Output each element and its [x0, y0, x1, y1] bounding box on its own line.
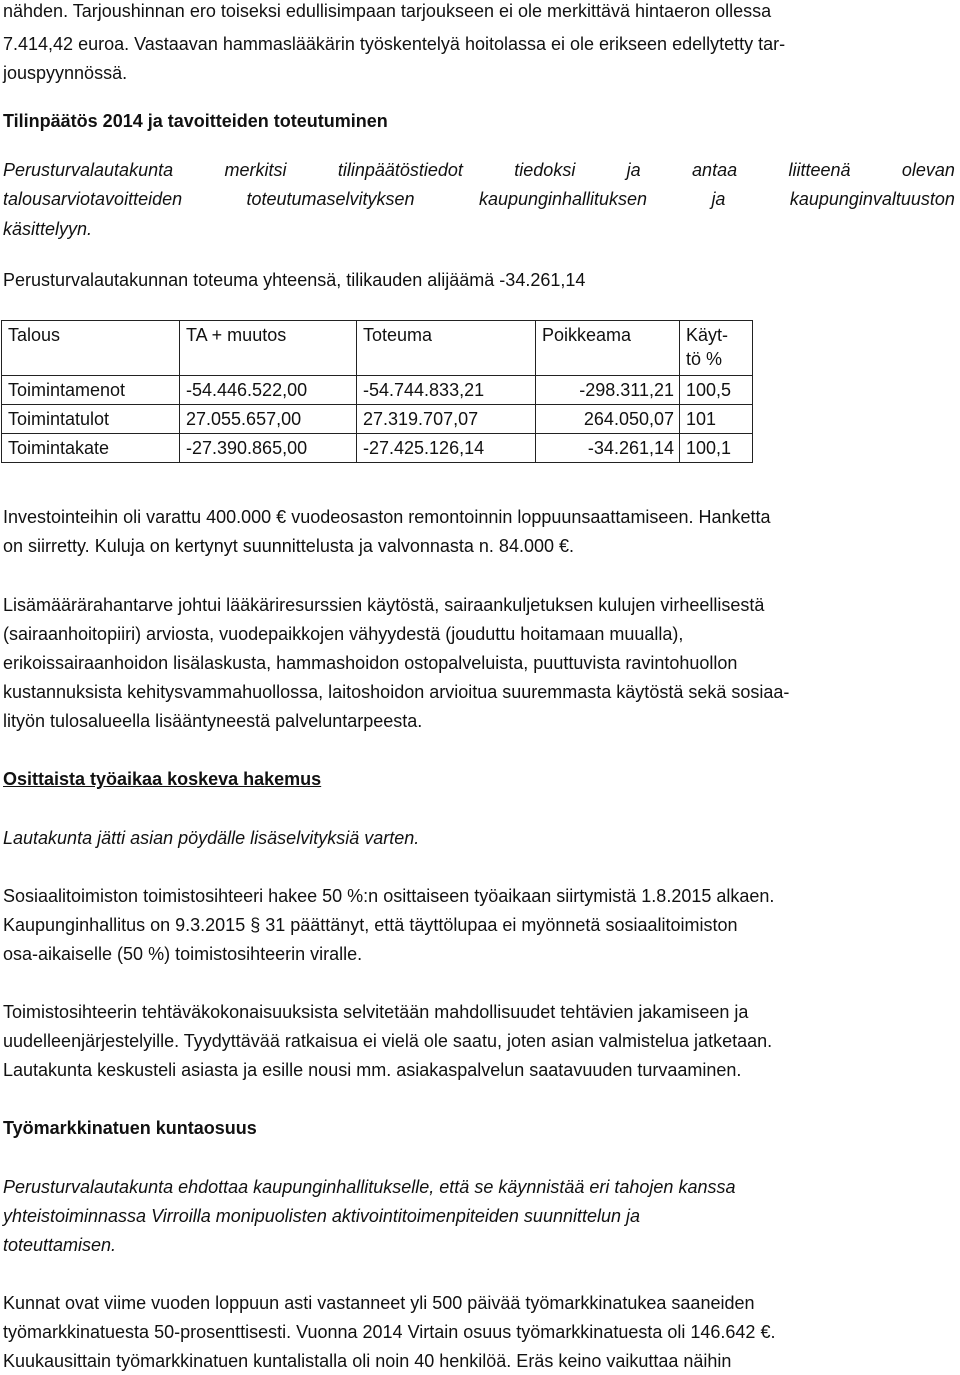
table-row [2, 434, 753, 463]
table-cell: -34.261,14 [536, 434, 680, 463]
table-cell: 264.050,07 [536, 405, 680, 434]
word: Perusturvalautakunta [3, 160, 174, 180]
extra-line: lityön tulosalueella lisääntyneestä palveluntarpeesta. [3, 711, 423, 731]
header-cell: Toteuma [357, 321, 536, 376]
paragraph-line: osa-aikaiselle (50 %) toimistosihteerin viralle. [3, 944, 363, 964]
word: ja [626, 160, 641, 180]
proposal-line: yhteistoiminnassa Virroilla monipuolisten aktivointitoimenpiteiden suunnittelun ja [3, 1206, 641, 1226]
word: talousarviotavoitteiden [3, 189, 183, 209]
word: liitteenä [788, 160, 851, 180]
paragraph-line: Toimistosihteerin tehtäväkokonaisuuksista selvitetään mahdollisuudet tehtävien jakamiseen ja [3, 1002, 749, 1022]
word: olevan [901, 160, 955, 180]
table-cell: -27.425.126,14 [357, 434, 536, 463]
proposal-line: käsittelyyn. [3, 219, 93, 239]
extra-line: (sairaanhoitopiiri) arviosta, vuodepaikkojen vähyydestä (jouduttu hoitamaan muualla), [3, 624, 684, 644]
table-cell: Toimintatulot [2, 405, 180, 434]
paragraph-line: Sosiaalitoimiston toimistosihteeri hakee 50 %:n osittaiseen työaikaan siirtymistä 1.8.2015 alkaen. [3, 886, 775, 906]
table-cell: -298.311,21 [536, 376, 680, 405]
header-cell: TA + muutos [180, 321, 357, 376]
header-cell: Talous [2, 321, 180, 376]
paragraph-line: työmarkkinatuesta 50-prosenttisesti. Vuonna 2014 Virtain osuus työmarkkinatuesta oli 146.642 €. [3, 1322, 776, 1342]
table-row [2, 376, 753, 405]
invest-line: on siirretty. Kuluja on kertynyt suunnittelusta ja valvonnasta n. 84.000 €. [3, 536, 574, 556]
intro-line: nähden. Tarjoushinnan ero toiseksi edullisimpaan tarjoukseen ei ole merkittävä hintaeron ollessa [3, 1, 772, 21]
proposal-line: Perusturvalautakunta ehdottaa kaupunginhallitukselle, että se käynnistää eri tahojen kanssa [3, 1177, 736, 1197]
section-heading-tyoaika: Osittaista työaikaa koskeva hakemus [3, 769, 322, 789]
table-cell: 27.055.657,00 [180, 405, 357, 434]
table-cell: 101 [680, 405, 753, 434]
table-cell: -27.390.865,00 [180, 434, 357, 463]
invest-line: Investointeihin oli varattu 400.000 € vuodeosaston remontoinnin loppuunsaattamiseen. Hanketta [3, 507, 771, 527]
header-cell: Käyt- tö % [680, 321, 753, 376]
table-cell: 27.319.707,07 [357, 405, 536, 434]
table-cell: 100,1 [680, 434, 753, 463]
word: ja [711, 189, 726, 209]
table-cell: -54.446.522,00 [180, 376, 357, 405]
table-cell: -54.744.833,21 [357, 376, 536, 405]
paragraph-line: Kaupunginhallitus on 9.3.2015 § 31 päättänyt, että täyttölupaa ei myönnetä sosiaalitoimiston [3, 915, 738, 935]
extra-line: erikoissairaanhoidon lisälaskusta, hammashoidon ostopalveluista, puuttuvista ravintohuollon [3, 653, 738, 673]
word: merkitsi [224, 160, 287, 180]
table-row [2, 405, 753, 434]
table-cell: Toimintamenot [2, 376, 180, 405]
word: kaupunginhallituksen [478, 189, 648, 209]
summary-line: Perusturvalautakunnan toteuma yhteensä, tilikauden alijäämä -34.261,14 [3, 270, 586, 290]
word: toteutumaselvityksen [246, 189, 415, 209]
header-cell: Poikkeama [536, 321, 680, 376]
proposal-line [3, 159, 955, 181]
proposal-line: toteuttamisen. [3, 1235, 117, 1255]
table-header-row [2, 321, 753, 376]
paragraph-line: Kunnat ovat viime vuoden loppuun asti vastanneet yli 500 päivää työmarkkinatukea saaneiden [3, 1293, 755, 1313]
finance-table [1, 320, 753, 463]
word: tiedoksi [514, 160, 576, 180]
word: kaupunginvaltuuston [789, 189, 955, 209]
intro-line: 7.414,42 euroa. Vastaavan hammaslääkärin työskentelyä hoitolassa ei ole erikseen edellytetty tar- [3, 34, 786, 54]
section-heading-tilinpaatos: Tilinpäätös 2014 ja tavoitteiden toteutuminen [3, 111, 388, 131]
table-cell: 100,5 [680, 376, 753, 405]
paragraph-line: Kuukausittain työmarkkinatuen kuntalistalla oli noin 40 henkilöä. Eräs keino vaikuttaa näihin [3, 1351, 732, 1371]
word: tilinpäätöstiedot [337, 160, 463, 180]
paragraph-line: uudelleenjärjestelyille. Tyydyttävää ratkaisua ei vielä ole saatu, joten asian valmistelua jatketaan. [3, 1031, 773, 1051]
section-heading-tyomarkkinatuki: Työmarkkinatuen kuntaosuus [3, 1118, 257, 1138]
paragraph-line: Lautakunta keskusteli asiasta ja esille nousi mm. asiakaspalvelun saatavuuden turvaaminen. [3, 1060, 742, 1080]
table-cell: Toimintakate [2, 434, 180, 463]
word: antaa [692, 160, 738, 180]
intro-line: jouspyynnössä. [3, 63, 128, 83]
decision-line: Lautakunta jätti asian pöydälle lisäselvityksiä varten. [3, 828, 420, 848]
extra-line: kustannuksista kehitysvammahuollossa, laitoshoidon arvioitua suuremmasta käytöstä sekä sosiaa- [3, 682, 790, 702]
extra-line: Lisämäärärahantarve johtui lääkäriresurssien käytöstä, sairaankuljetuksen kulujen virheellisestä [3, 595, 765, 615]
proposal-line [3, 188, 955, 210]
